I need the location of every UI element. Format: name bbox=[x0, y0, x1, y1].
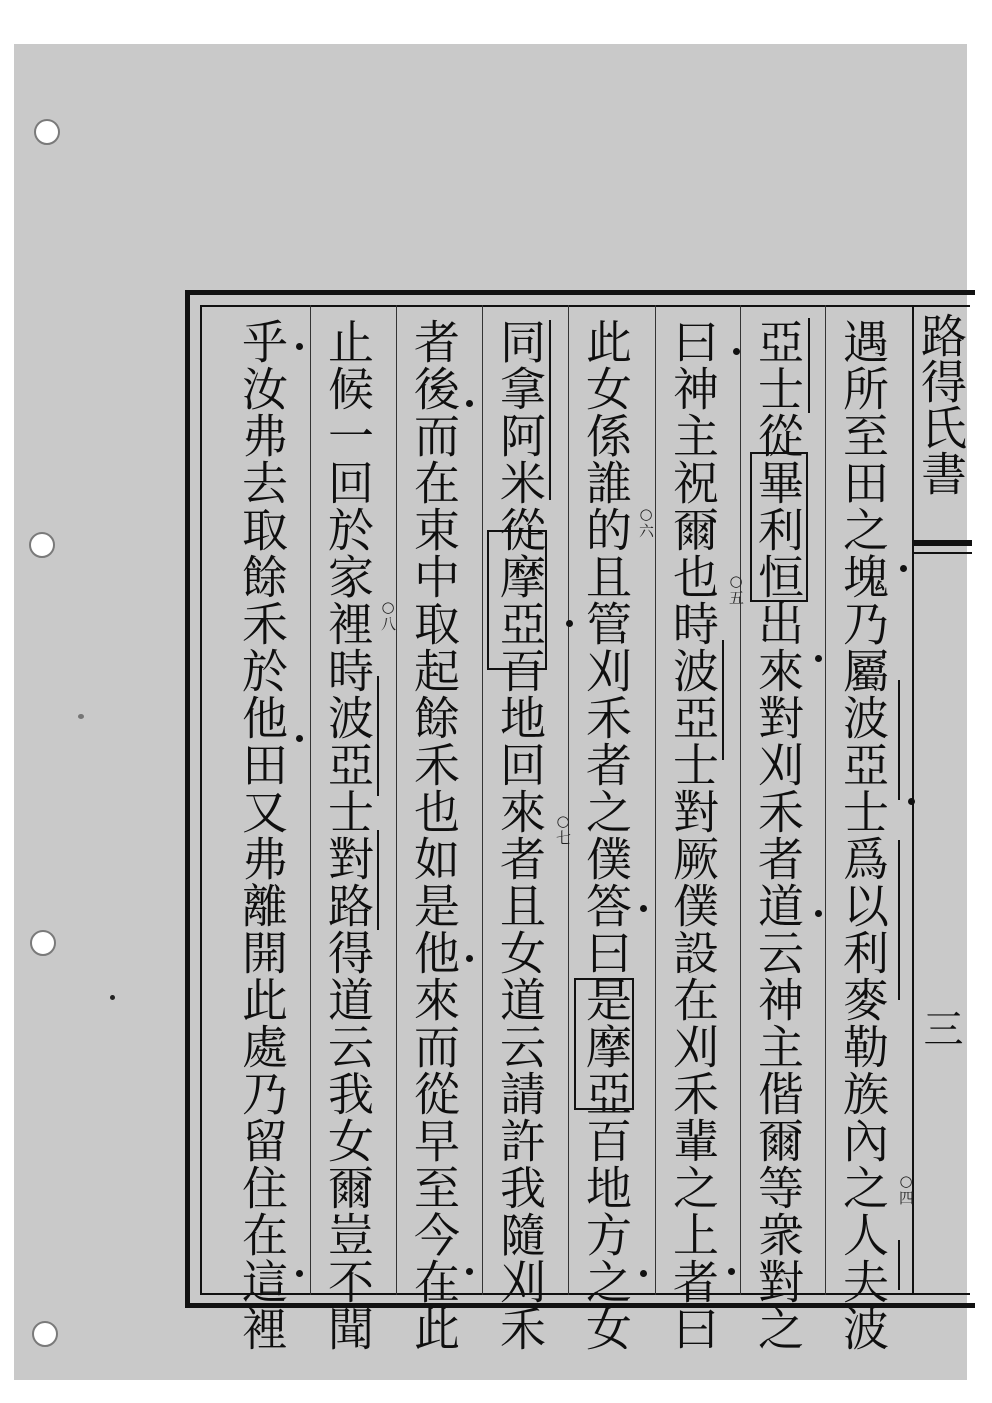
column-rule bbox=[310, 305, 311, 1295]
name-underline bbox=[898, 1240, 900, 1290]
text-column-4: 此女係誰的且管刈禾者之僕答曰是摩亞百地方之女 bbox=[579, 318, 633, 1352]
fish-tail-mark bbox=[912, 540, 972, 554]
punctuation-dot bbox=[900, 565, 907, 572]
text-column-7: 止候一回於家裡時波亞士對路得道云我女爾豈不聞 bbox=[321, 318, 375, 1352]
text-column-2: 亞士從畢利恒出來對刈禾者道云神主偕爾等衆對之 bbox=[751, 318, 805, 1352]
punctuation-dot bbox=[815, 910, 822, 917]
name-underline bbox=[898, 680, 900, 800]
punctuation-dot bbox=[728, 1268, 735, 1275]
punctuation-dot bbox=[466, 400, 473, 407]
column-rule bbox=[568, 305, 569, 1295]
dust-speck bbox=[78, 714, 84, 719]
column-rule bbox=[655, 305, 656, 1295]
name-underline bbox=[377, 676, 379, 796]
text-column-1: 遇所至田之塊乃屬波亞士爲以利麥勒族內之人夫波 bbox=[836, 318, 890, 1352]
name-underline bbox=[377, 830, 379, 930]
punctuation-dot bbox=[640, 905, 647, 912]
text-column-5: 同拿阿米從摩亞百地回來者且女道云請許我隨刈禾 bbox=[493, 318, 547, 1352]
text-column-6: 者後而在束中取起餘禾也如是他來而從早至今在此 bbox=[407, 318, 461, 1352]
punch-hole bbox=[30, 930, 56, 956]
name-underline bbox=[898, 840, 900, 1000]
punctuation-dot bbox=[466, 1268, 473, 1275]
punctuation-dot bbox=[908, 798, 915, 805]
text-column-8: 乎汝弗去取餘禾於他田又弗離開此處乃留住在這裡 bbox=[235, 318, 289, 1352]
name-underline bbox=[722, 640, 724, 760]
name-underline bbox=[549, 320, 551, 500]
note-marker: ○四 bbox=[897, 1172, 915, 1205]
column-rule bbox=[396, 305, 397, 1295]
punctuation-dot bbox=[296, 1270, 303, 1277]
punctuation-dot bbox=[566, 620, 573, 627]
punch-hole bbox=[34, 119, 60, 145]
note-marker: ○五 bbox=[727, 572, 745, 605]
punctuation-dot bbox=[466, 955, 473, 962]
boxed-place-name bbox=[574, 978, 634, 1110]
column-rule bbox=[740, 305, 741, 1295]
punch-hole bbox=[32, 1321, 58, 1347]
punctuation-dot bbox=[296, 735, 303, 742]
note-marker: ○八 bbox=[379, 598, 397, 631]
column-rule bbox=[482, 305, 483, 1295]
name-underline bbox=[808, 318, 810, 413]
page-number: 三 bbox=[917, 1008, 963, 1048]
punctuation-dot bbox=[640, 1270, 647, 1277]
text-column-3: 曰神主祝爾也時波亞士對厥僕設在刈禾輩之上者曰 bbox=[666, 318, 720, 1352]
note-marker: ○七 bbox=[554, 812, 572, 845]
punch-hole bbox=[29, 532, 55, 558]
punctuation-dot bbox=[296, 343, 303, 350]
book-title: 路得氏書 bbox=[914, 312, 968, 496]
punctuation-dot bbox=[815, 655, 822, 662]
boxed-place-name bbox=[750, 452, 808, 602]
note-marker: ○六 bbox=[637, 505, 655, 538]
boxed-place-name bbox=[487, 530, 547, 670]
dust-speck bbox=[110, 995, 115, 1000]
punctuation-dot bbox=[733, 348, 740, 355]
column-rule bbox=[825, 305, 826, 1295]
